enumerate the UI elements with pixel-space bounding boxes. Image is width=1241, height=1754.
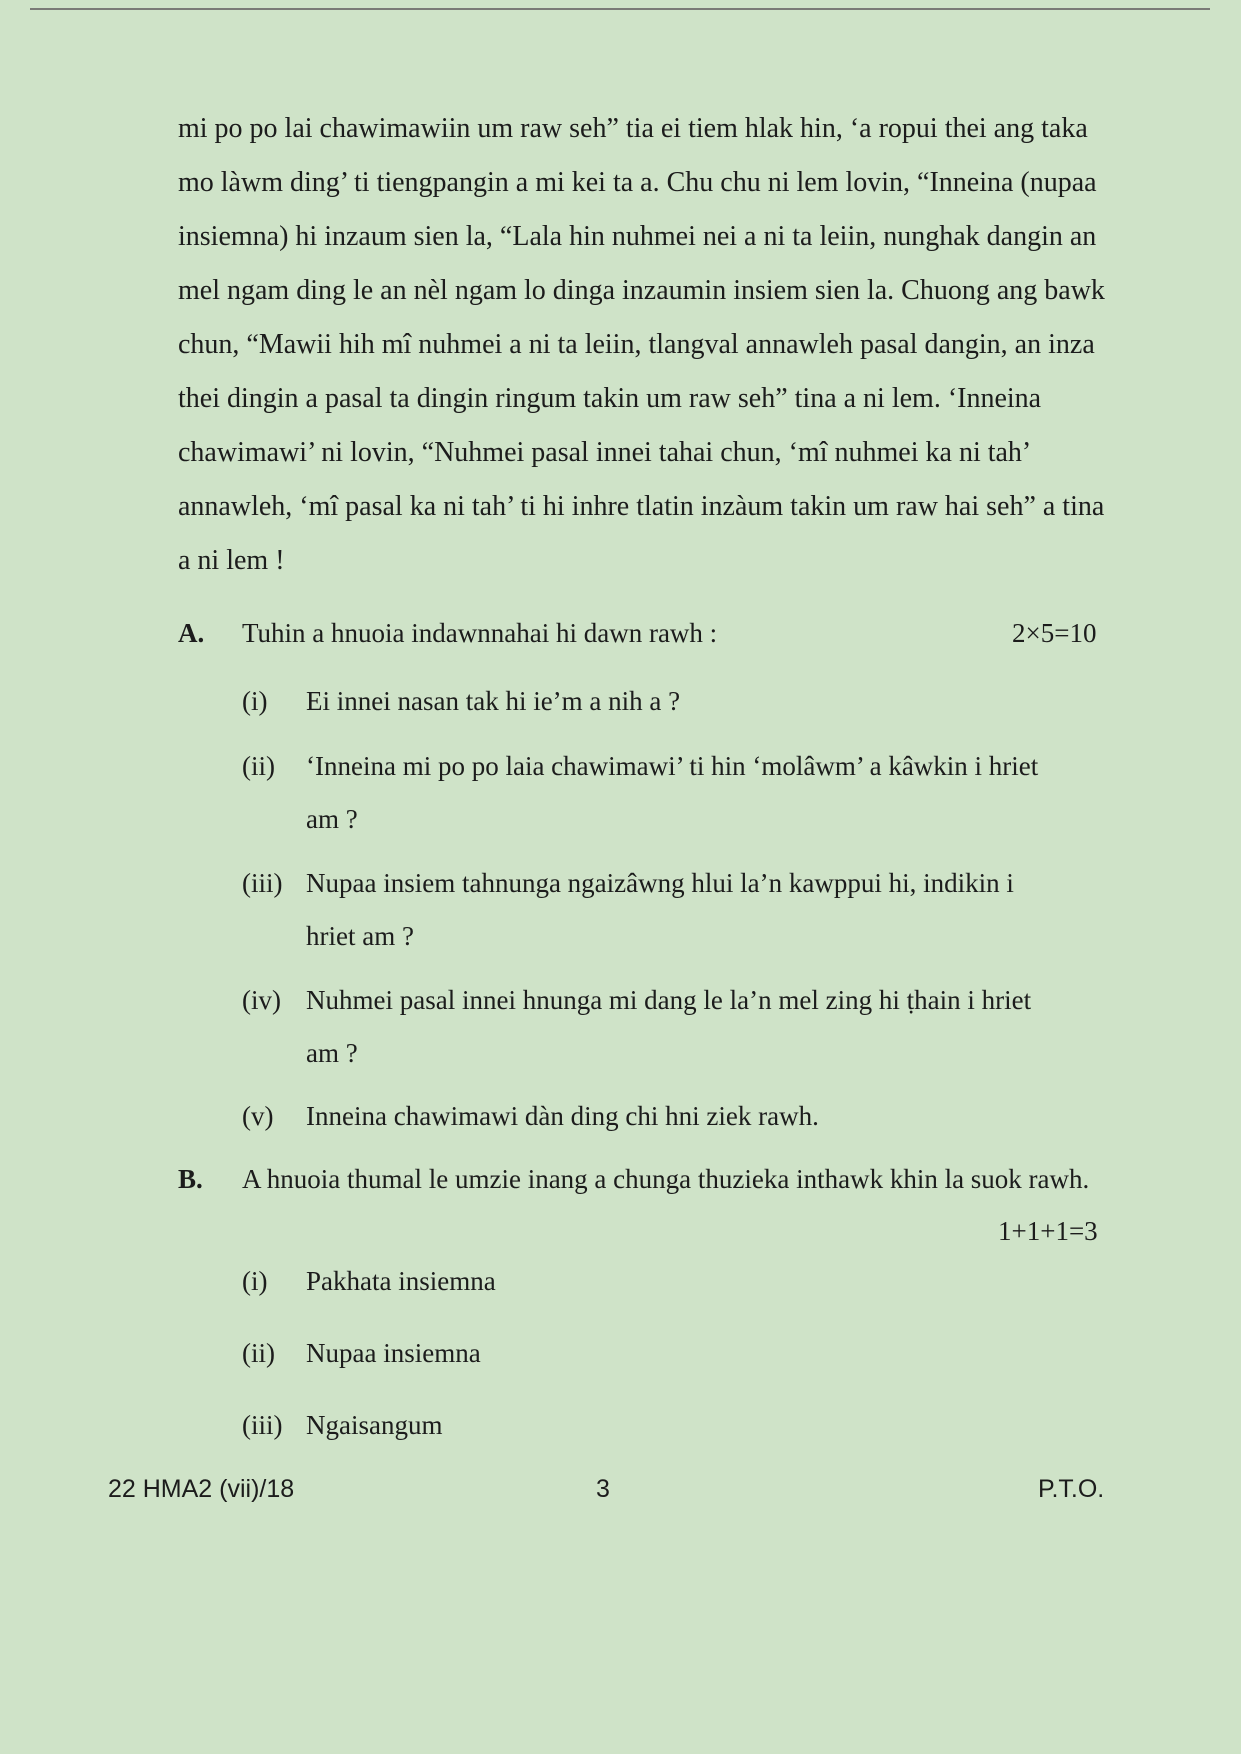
paper-code: 22 HMA2 (vii)/18 xyxy=(108,1475,295,1503)
section-b-marks: 1+1+1=3 xyxy=(998,1216,1098,1246)
question-text-continued: am ? xyxy=(306,804,358,834)
item-number: (iii) xyxy=(242,1410,283,1440)
question-text: Nuhmei pasal innei hnunga mi dang le la’n mel zing hi ṭhain i hriet xyxy=(306,985,1032,1015)
passage-line: mo làwm ding’ ti tiengpangin a mi kei ta a. Chu chu ni lem lovin, “Inneina (nupaa xyxy=(178,167,1097,198)
question-text: Inneina chawimawi dàn ding chi hni ziek rawh. xyxy=(306,1101,819,1131)
top-rule xyxy=(30,8,1210,10)
item-text: Pakhata insiemna xyxy=(306,1266,496,1296)
item-text: Ngaisangum xyxy=(306,1410,443,1440)
item-number: (ii) xyxy=(242,1338,275,1368)
section-a-instruction: Tuhin a hnuoia indawnnahai hi dawn rawh : xyxy=(242,618,718,648)
passage-line: annawleh, ‘mî pasal ka ni tah’ ti hi inhre tlatin inzàum takin um raw hai seh” a tina xyxy=(178,491,1105,522)
question-number: (ii) xyxy=(242,751,275,781)
item-number: (i) xyxy=(242,1266,268,1296)
item-text: Nupaa insiemna xyxy=(306,1338,481,1368)
passage-line: chun, “Mawii hih mî nuhmei a ni ta leiin, tlangval annawleh pasal dangin, an inza xyxy=(178,329,1095,360)
section-b-letter: B. xyxy=(178,1164,203,1194)
question-text: ‘Inneina mi po po laia chawimawi’ ti hin ‘molâwm’ a kâwkin i hriet xyxy=(306,751,1039,781)
section-a-marks: 2×5=10 xyxy=(1012,618,1097,648)
passage-line: a ni lem ! xyxy=(178,545,285,576)
question-number: (iv) xyxy=(242,985,281,1015)
passage-line: thei dingin a pasal ta dingin ringum takin um raw seh” tina a ni lem. ‘Inneina xyxy=(178,383,1042,414)
question-number: (i) xyxy=(242,686,268,716)
question-number: (v) xyxy=(242,1101,274,1131)
passage-line: chawimawi’ ni lovin, “Nuhmei pasal innei tahai chun, ‘mî nuhmei ka ni tah’ xyxy=(178,437,1032,468)
passage-line: mi po po lai chawimawiin um raw seh” tia ei tiem hlak hin, ‘a ropui thei ang taka xyxy=(178,113,1088,144)
question-text: Nupaa insiem tahnunga ngaizâwng hlui la’n kawppui hi, indikin i xyxy=(306,868,1014,898)
question-text: Ei innei nasan tak hi ie’m a nih a ? xyxy=(306,686,681,716)
passage xyxy=(178,102,1116,588)
question-text-continued: am ? xyxy=(306,1038,358,1068)
please-turn-over: P.T.O. xyxy=(1038,1475,1105,1503)
section-a-letter: A. xyxy=(178,618,205,648)
question-text-continued: hriet am ? xyxy=(306,921,414,951)
question-number: (iii) xyxy=(242,868,283,898)
page-number: 3 xyxy=(596,1475,610,1503)
section-b-instruction: A hnuoia thumal le umzie inang a chunga thuzieka inthawk khin la suok rawh. xyxy=(242,1164,1090,1194)
passage-line: insiemna) hi inzaum sien la, “Lala hin nuhmei nei a ni ta leiin, nunghak dangin an xyxy=(178,221,1097,252)
passage-line: mel ngam ding le an nèl ngam lo dinga inzaumin insiem sien la. Chuong ang bawk xyxy=(178,275,1105,306)
